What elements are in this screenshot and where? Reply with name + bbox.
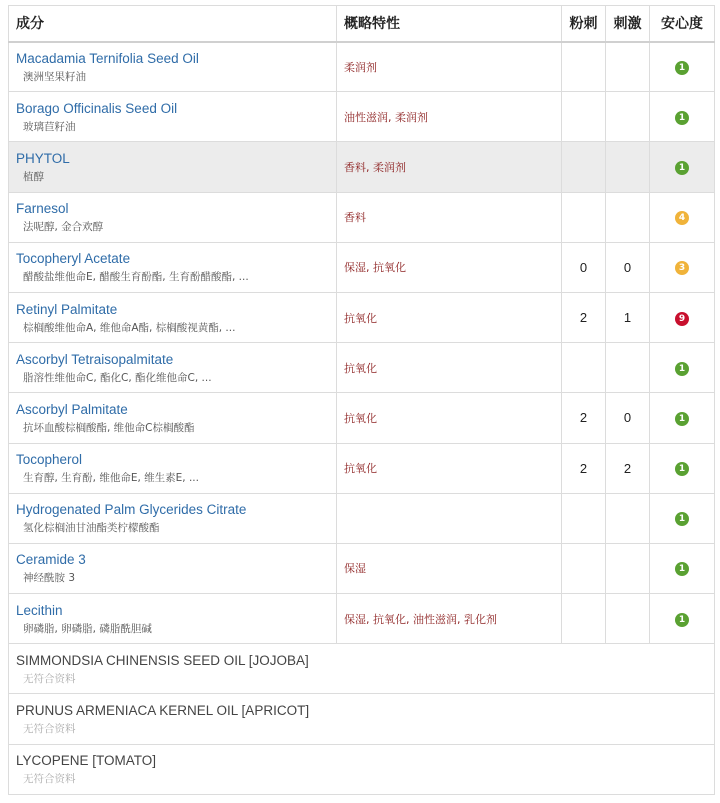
properties-cell: 柔润剂: [337, 42, 562, 92]
header-ingredient: 成分: [9, 6, 337, 42]
acne-value: [562, 142, 606, 192]
ingredient-cell: [9, 744, 715, 794]
ingredient-alias: 脂溶性维他命C, 酯化C, 酯化维他命C, ...: [23, 371, 212, 384]
safety-badge: 1: [675, 412, 689, 426]
ingredient-cell: [9, 694, 715, 744]
irritation-value: 2: [606, 443, 650, 493]
ingredient-table: [8, 5, 715, 795]
no-data-message: 无符合资料: [23, 723, 76, 736]
safety-badge: 1: [675, 512, 689, 526]
ingredient-cell: [9, 92, 337, 142]
table-row-no-data: [9, 644, 715, 694]
irritation-value: [606, 142, 650, 192]
safety-badge: 1: [675, 613, 689, 627]
ingredient-cell: [9, 343, 337, 393]
table-row-no-data: [9, 744, 715, 794]
safety-badge: 1: [675, 61, 689, 75]
ingredient-cell: [9, 543, 337, 593]
table-header-row: [9, 6, 715, 42]
table-row: [9, 142, 715, 192]
ingredient-alias: 玻璃苣籽油: [23, 120, 76, 133]
table-row: [9, 443, 715, 493]
ingredient-alias: 氢化棕榈油甘油酯类柠檬酸酯: [23, 522, 160, 535]
table-row: [9, 242, 715, 292]
ingredient-name-link[interactable]: Borago Officinalis Seed Oil: [16, 100, 178, 116]
table-row: [9, 292, 715, 342]
ingredient-cell: [9, 393, 337, 443]
safety-badge: 1: [675, 161, 689, 175]
safety-cell: [650, 543, 715, 593]
safety-cell: [650, 242, 715, 292]
table-row: [9, 493, 715, 543]
ingredient-alias: 澳洲坚果籽油: [23, 70, 86, 83]
ingredient-cell: [9, 242, 337, 292]
ingredient-cell: [9, 142, 337, 192]
irritation-value: [606, 92, 650, 142]
acne-value: [562, 92, 606, 142]
header-properties: 概略特性: [337, 6, 562, 42]
acne-value: [562, 192, 606, 242]
safety-badge: 1: [675, 462, 689, 476]
ingredient-name: LYCOPENE [TOMATO]: [16, 753, 157, 769]
acne-value: 2: [562, 443, 606, 493]
table-row-no-data: [9, 694, 715, 744]
table-row: [9, 92, 715, 142]
properties-cell: 抗氧化: [337, 292, 562, 342]
ingredient-cell: [9, 493, 337, 543]
ingredient-alias: 神经酰胺 3: [23, 572, 76, 585]
irritation-value: 1: [606, 292, 650, 342]
acne-value: 2: [562, 292, 606, 342]
ingredient-name-link[interactable]: PHYTOL: [16, 150, 70, 166]
acne-value: [562, 343, 606, 393]
ingredient-name-link[interactable]: Ceramide 3: [16, 552, 86, 568]
safety-cell: [650, 292, 715, 342]
table-row: [9, 393, 715, 443]
ingredient-cell: [9, 292, 337, 342]
irritation-value: [606, 192, 650, 242]
safety-cell: [650, 92, 715, 142]
irritation-value: [606, 42, 650, 92]
properties-cell: 香料, 柔润剂: [337, 142, 562, 192]
header-acne: 粉刺: [562, 6, 606, 42]
acne-value: 0: [562, 242, 606, 292]
safety-cell: [650, 443, 715, 493]
irritation-value: [606, 343, 650, 393]
acne-value: [562, 42, 606, 92]
ingredient-name-link[interactable]: Hydrogenated Palm Glycerides Citrate: [16, 502, 247, 518]
irritation-value: 0: [606, 393, 650, 443]
safety-cell: [650, 343, 715, 393]
no-data-message: 无符合资料: [23, 773, 76, 786]
safety-badge: 1: [675, 111, 689, 125]
acne-value: [562, 543, 606, 593]
acne-value: 2: [562, 393, 606, 443]
ingredient-cell: [9, 443, 337, 493]
ingredient-name-link[interactable]: Macadamia Ternifolia Seed Oil: [16, 50, 199, 66]
ingredient-name-link[interactable]: Farnesol: [16, 201, 69, 217]
safety-badge: 1: [675, 362, 689, 376]
irritation-value: [606, 594, 650, 644]
irritation-value: [606, 543, 650, 593]
table-row: [9, 343, 715, 393]
safety-cell: [650, 493, 715, 543]
properties-cell: 保湿, 抗氧化, 油性滋润, 乳化剂: [337, 594, 562, 644]
ingredient-cell: [9, 42, 337, 92]
acne-value: [562, 493, 606, 543]
properties-cell: 抗氧化: [337, 343, 562, 393]
safety-cell: [650, 594, 715, 644]
properties-cell: [337, 493, 562, 543]
table-row: [9, 192, 715, 242]
ingredient-name-link[interactable]: Ascorbyl Tetraisopalmitate: [16, 351, 174, 367]
table-row: [9, 543, 715, 593]
properties-cell: 香料: [337, 192, 562, 242]
safety-cell: [650, 42, 715, 92]
header-irritation: 刺激: [606, 6, 650, 42]
ingredient-cell: [9, 644, 715, 694]
table-row: [9, 594, 715, 644]
ingredient-alias: 法呢醇, 金合欢醇: [23, 221, 104, 234]
ingredient-cell: [9, 192, 337, 242]
safety-badge: 4: [675, 211, 689, 225]
safety-cell: [650, 142, 715, 192]
header-safety: 安心度: [650, 6, 715, 42]
properties-cell: 抗氧化: [337, 393, 562, 443]
ingredient-name: SIMMONDSIA CHINENSIS SEED OIL [JOJOBA]: [16, 652, 309, 668]
safety-cell: [650, 393, 715, 443]
ingredient-alias: 抗坏血酸棕榈酸酯, 维他命C棕榈酸酯: [23, 421, 195, 434]
ingredient-alias: 棕榈酸维他命A, 维他命A酯, 棕榈酸视黄酯, ...: [23, 321, 236, 334]
safety-cell: [650, 192, 715, 242]
ingredient-name-link[interactable]: Lecithin: [16, 602, 63, 618]
table-row: [9, 42, 715, 92]
safety-badge: 9: [675, 312, 689, 326]
no-data-message: 无符合资料: [23, 672, 76, 685]
safety-badge: 1: [675, 562, 689, 576]
acne-value: [562, 594, 606, 644]
irritation-value: [606, 493, 650, 543]
properties-cell: 抗氧化: [337, 443, 562, 493]
properties-cell: 保湿, 抗氧化: [337, 242, 562, 292]
properties-cell: 保湿: [337, 543, 562, 593]
ingredient-name-link[interactable]: Tocopherol: [16, 452, 83, 468]
safety-badge: 3: [675, 261, 689, 275]
ingredient-cell: [9, 594, 337, 644]
ingredient-alias: 醋酸盐维他命E, 醋酸生育酚酯, 生育酚醋酸酯, ...: [23, 271, 249, 284]
ingredient-alias: 生育醇, 生育酚, 维他命E, 维生素E, ...: [23, 472, 199, 485]
ingredient-alias: 植醇: [23, 170, 44, 183]
ingredient-name-link[interactable]: Ascorbyl Palmitate: [16, 401, 128, 417]
irritation-value: 0: [606, 242, 650, 292]
ingredient-name-link[interactable]: Retinyl Palmitate: [16, 301, 118, 317]
ingredient-name-link[interactable]: Tocopheryl Acetate: [16, 251, 131, 267]
properties-cell: 油性滋润, 柔润剂: [337, 92, 562, 142]
ingredient-name: PRUNUS ARMENIACA KERNEL OIL [APRICOT]: [16, 703, 310, 719]
ingredient-alias: 卵磷脂, 卵磷脂, 磷脂酰胆碱: [23, 622, 152, 635]
